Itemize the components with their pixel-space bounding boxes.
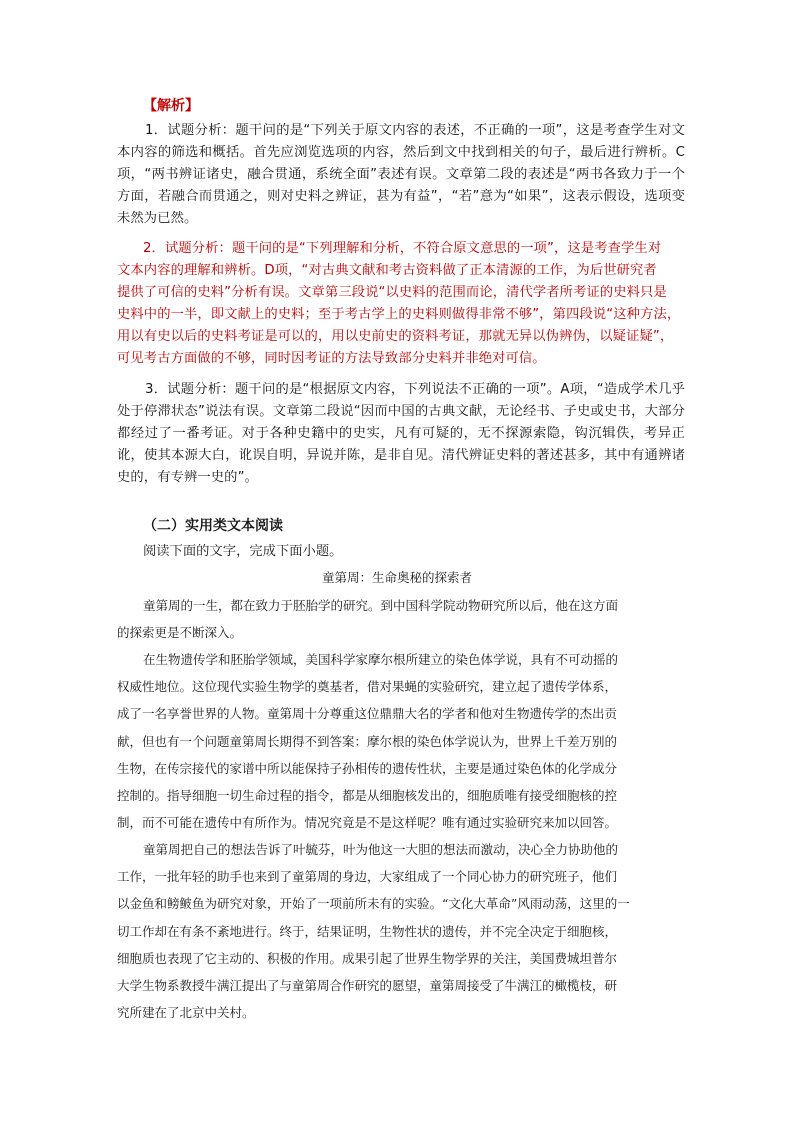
- article-paragraph-2: [117, 646, 682, 836]
- analysis-q2-line: 史料中的一半，即文献上的史料；至于考古学上的史料则做得非常不够”，第四段说“这种方法，: [117, 307, 681, 322]
- article-line: 权威性地位。这位现代实验生物学的奠基者，借对果蝇的实验研究，建立起了遗传学体系，: [117, 679, 618, 695]
- article-paragraph-1: [117, 592, 682, 646]
- analysis-q2: [117, 238, 687, 370]
- article-line: 究所建在了北京中关村。: [117, 1005, 255, 1021]
- article-line: 控制的。指导细胞一切生命过程的指令，都是从细胞核发出的，细胞质唯有接受细胞核的控: [117, 788, 618, 804]
- article-line: 大学生物系教授牛满江提出了与童第周合作研究的愿望，童第周接受了牛满江的橄榄枝，研: [117, 978, 618, 994]
- analysis-q2-line: 用以有史以后的史料考证是可以的，用以史前史的资料考证，那就无异以伪辨伪，以疑证疑”，: [117, 329, 674, 344]
- analysis-q3: 3．试题分析：题干问的是“根据原文内容，下列说法不正确的一项”。A项，“造成学术几乎处于停滞状态”说法有误。文章第二段说“因而中国的古典文献，无论经书、子史或史书，大部分都经过了一番考证。对于各种史籍中的史实，凡有可疑的，无不探源索隐，钩沉辑佚，考异正讹，使其本源大白，讹误自明，异说并陈，是非自见。清代辨证史料的著述甚多，其中有通辨诸史的，有专辨一史的”。: [117, 382, 685, 485]
- article-line: 童第周把自己的想法告诉了叶毓芬，叶为他这一大胆的想法而激动，决心全力协助他的: [143, 842, 619, 857]
- analysis-heading: 【解析】: [143, 98, 199, 114]
- article-line: 工作，一批年轻的助手也来到了童第周的身边，大家组成了一个同心协力的研究班子，他们: [117, 869, 618, 885]
- section-instruction: 阅读下面的文字，完成下面小题。: [143, 544, 343, 559]
- article-line: 的探索更是不断深入。: [117, 625, 243, 641]
- analysis-q2-line: 2．试题分析：题干问的是“下列理解和分析，不符合原文意思的一项”，这是考查学生对: [143, 241, 662, 256]
- article-line: 切工作却在有条不紊地进行。终于，结果证明，生物性状的遗传，并不完全决定于细胞核，: [117, 923, 618, 939]
- article-line: 细胞质也表现了它主动的、积极的作用。成果引起了世界生物学界的关注，美国费城坦普尔: [117, 950, 618, 966]
- analysis-q1: 1．试题分析：题干问的是“下列关于原文内容的表述，不正确的一项”，这是考查学生对文本内容的筛选和概括。首先应浏览选项的内容，然后到文中找到相关的句子，最后进行辨析。C项，“两书辨证诸史，融合贯通，系统全面”表述有误。文章第二段的表述是“两书各致力于一个方面，若融合而贯通之，则对史料之辨证，甚为有益”，“若”意为“如果”，这表示假设，选项变未然为已然。: [117, 123, 685, 226]
- article-line: 生物，在传宗接代的家谱中所以能保持子孙相传的遗传性状，主要是通过染色体的化学成分: [117, 760, 618, 776]
- article-line: 献，但也有一个问题童第周长期得不到答案：摩尔根的染色体学说认为，世界上千差万别的: [117, 733, 618, 749]
- article-line: 以金鱼和鳑鲏鱼为研究对象，开始了一项前所未有的实验。“文化大革命”风雨动荡，这里的一: [117, 896, 630, 912]
- article-line: 在生物遗传学和胚胎学领域，美国科学家摩尔根所建立的染色体学说，具有不可动摇的: [143, 652, 619, 667]
- analysis-q2-line: 文本内容的理解和辨析。D项，“对古典文献和考古资料做了正本清源的工作，为后世研究者: [117, 263, 657, 278]
- analysis-q2-line: 可见考古方面做的不够，同时因考证的方法导致部分史料并非绝对可信。: [117, 351, 546, 366]
- article-line: 成了一名享誉世界的人物。童第周十分尊重这位鼎鼎大名的学者和他对生物遗传学的杰出贡: [117, 706, 618, 722]
- analysis-q2-line: 提供了可信的史料”分析有误。文章第三段说“以史料的范围而论，清代学者所考证的史料只是: [117, 285, 667, 300]
- article-line: 制，而不可能在遗传中有所作为。情况究竟是不是这样呢？唯有通过实验研究来加以回答。: [117, 815, 618, 831]
- section-title: （二）实用类文本阅读: [143, 518, 283, 534]
- article-paragraph-3: [117, 836, 682, 1026]
- article-title: 童第周：生命奥秘的探索者: [321, 570, 472, 585]
- article-line: 童第周的一生，都在致力于胚胎学的研究。到中国科学院动物研究所以后，他在这方面: [143, 598, 619, 613]
